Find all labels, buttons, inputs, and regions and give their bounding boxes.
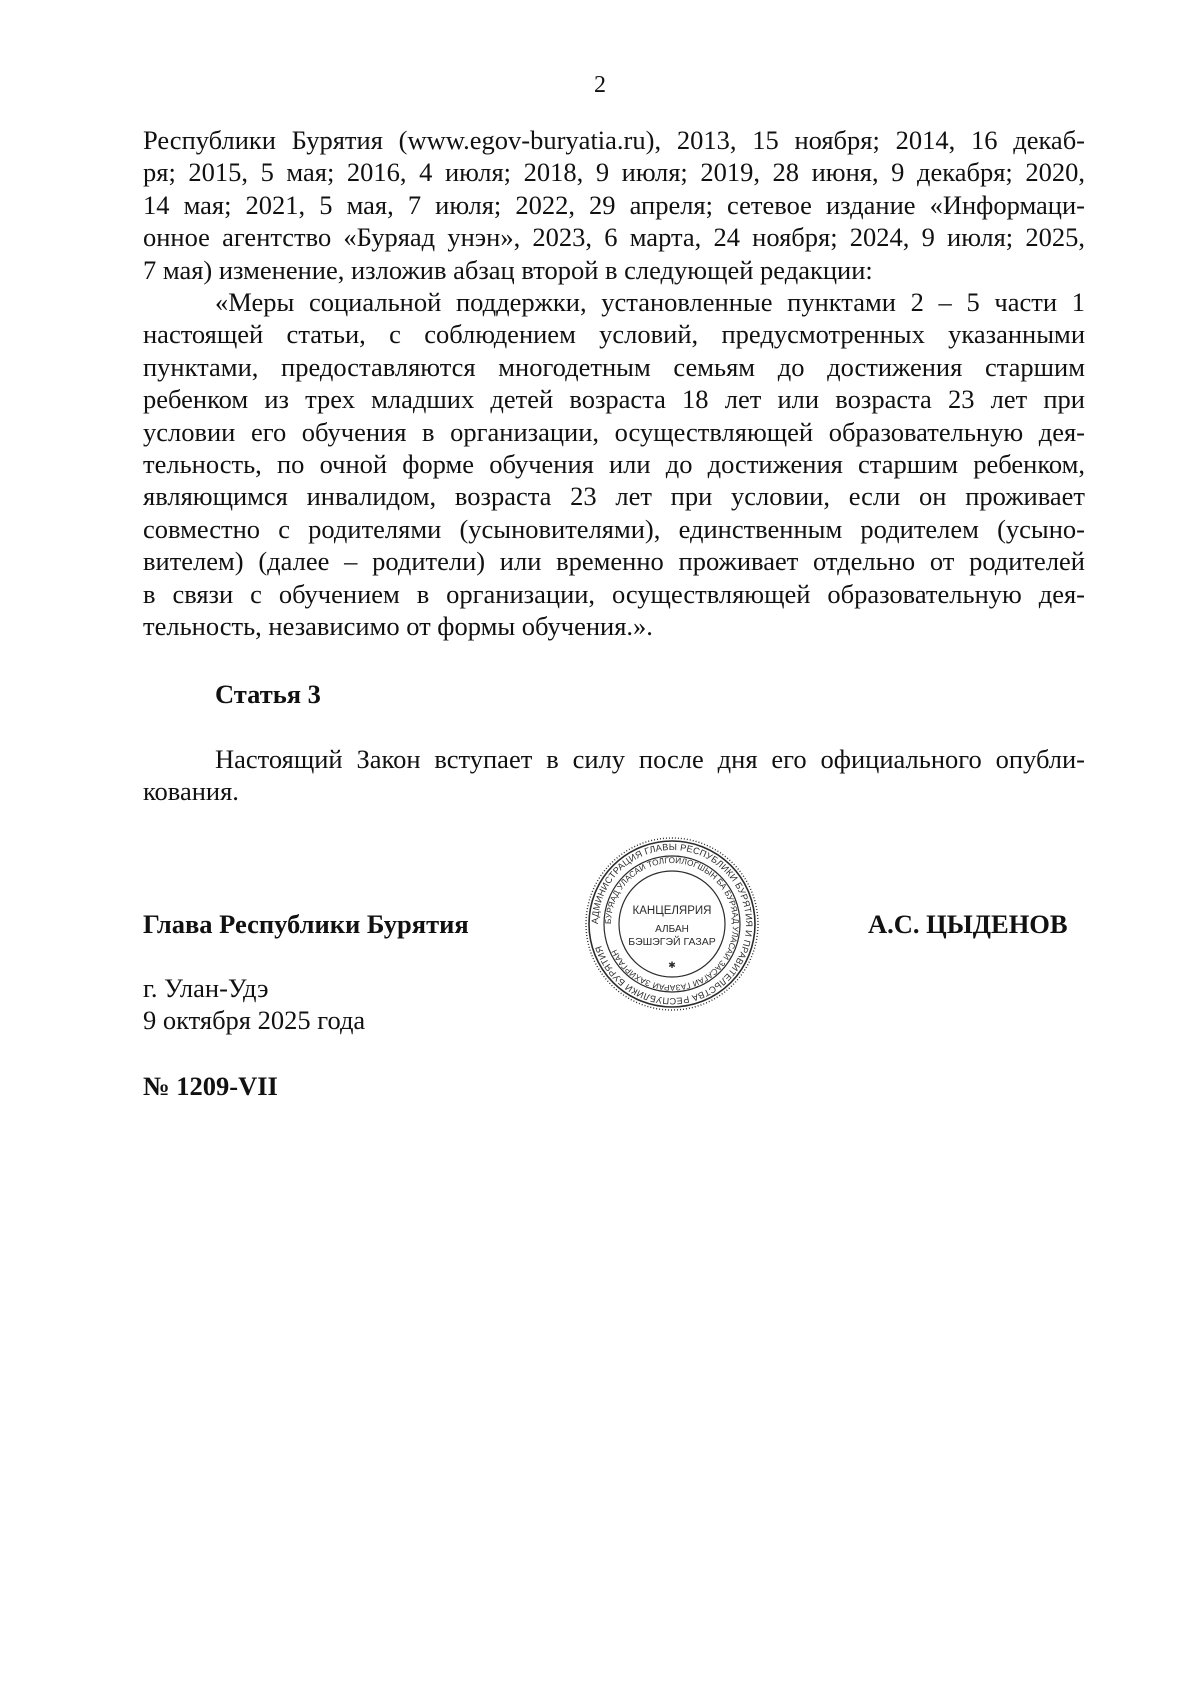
article-text (143, 743, 1085, 808)
seal-star-icon: ✱ (668, 961, 676, 971)
text-line: пунктами, предоставляются многодетным семьям до достижения старшим (143, 351, 1085, 382)
official-seal-stamp (584, 836, 760, 1012)
text-line: являющимся инвалидом, возраста 23 лет при условии, если он проживает (143, 481, 1085, 512)
seal-center-line-2: АЛБАН (655, 924, 689, 935)
paragraph-article-3 (143, 743, 1085, 808)
seal-outer-ring-text: АДМИНИСТРАЦИЯ ГЛАВЫ РЕСПУБЛИКИ БУРЯТИЯ И ПРАВИТЕЛЬСТВА РЕСПУБЛИКИ БУРЯТИЯ (589, 841, 755, 1007)
signatory-name: А.С. ЦЫДЕНОВ (868, 909, 1068, 939)
text-line: «Меры социальной поддержки, установленные пунктами 2 – 5 части 1 (215, 287, 1085, 318)
text-line: совместно с родителями (усыновителями), единственным родителем (усыно- (143, 513, 1085, 544)
date: 9 октября 2025 года (143, 1005, 366, 1036)
text-line: условии его обучения в организации, осуществляющей образовательную дея- (143, 416, 1085, 447)
city: г. Улан-Удэ (143, 973, 269, 1003)
text-line: онное агентство «Буряад унэн», 2023, 6 марта, 24 ноября; 2024, 9 июля; 2025, (143, 222, 1085, 253)
text-line: вителем) (далее – родители) или временно проживает отдельно от родителей (143, 546, 1085, 577)
text-line: тельность, независимо от формы обучения.». (143, 611, 653, 642)
signatory-title: Глава Республики Бурятия (143, 909, 469, 939)
text-line: 7 мая) изменение, изложив абзац второй в следующей редакции: (143, 254, 873, 285)
text-line: 14 мая; 2021, 5 мая, 7 июля; 2022, 29 апреля; сетевое издание «Информаци- (143, 189, 1085, 220)
document-number: № 1209-VII (143, 1071, 278, 1101)
seal-center-line-1: КАНЦЕЛЯРИЯ (632, 905, 712, 917)
text-line: ря; 2015, 5 мая; 2016, 4 июля; 2018, 9 июля; 2019, 28 июня, 9 декабря; 2020, (143, 157, 1085, 188)
text-line: Республики Бурятия (www.egov-buryatia.ru), 2013, 15 ноября; 2014, 16 декаб- (143, 125, 1085, 155)
paragraph-amendment-quote (143, 286, 1085, 642)
body-text (143, 124, 1085, 643)
text-line: кования. (143, 776, 239, 807)
text-line: Настоящий Закон вступает в силу после дня его официального опубли- (215, 744, 1085, 774)
text-line: настоящей статьи, с соблюдением условий, предусмотренных указанными (143, 319, 1085, 350)
article-heading: Статья 3 (215, 679, 321, 709)
page-number: 2 (594, 72, 606, 98)
text-line: в связи с обучением в организации, осуществляющей образовательную дея- (143, 578, 1085, 609)
text-line: ребенком из трех младших детей возраста 18 лет или возраста 23 лет при (143, 384, 1085, 415)
seal-inner-ring-text: БУРЯАД УЛАСАЙ ТОЛГОЙЛОГШЫН БА БУРЯАД УЛАСАЙ ЗАСАГАЙ ГАЗАРАЙ ЗАХИРГААН (603, 855, 741, 993)
paragraph-amendment-intro (143, 124, 1085, 286)
text-line: тельность, по очной форме обучения или до достижения старшим ребенком, (143, 449, 1085, 480)
seal-center-line-3: БЭШЭГЭЙ ГАЗАР (628, 936, 716, 948)
city-date-block (143, 972, 365, 1037)
